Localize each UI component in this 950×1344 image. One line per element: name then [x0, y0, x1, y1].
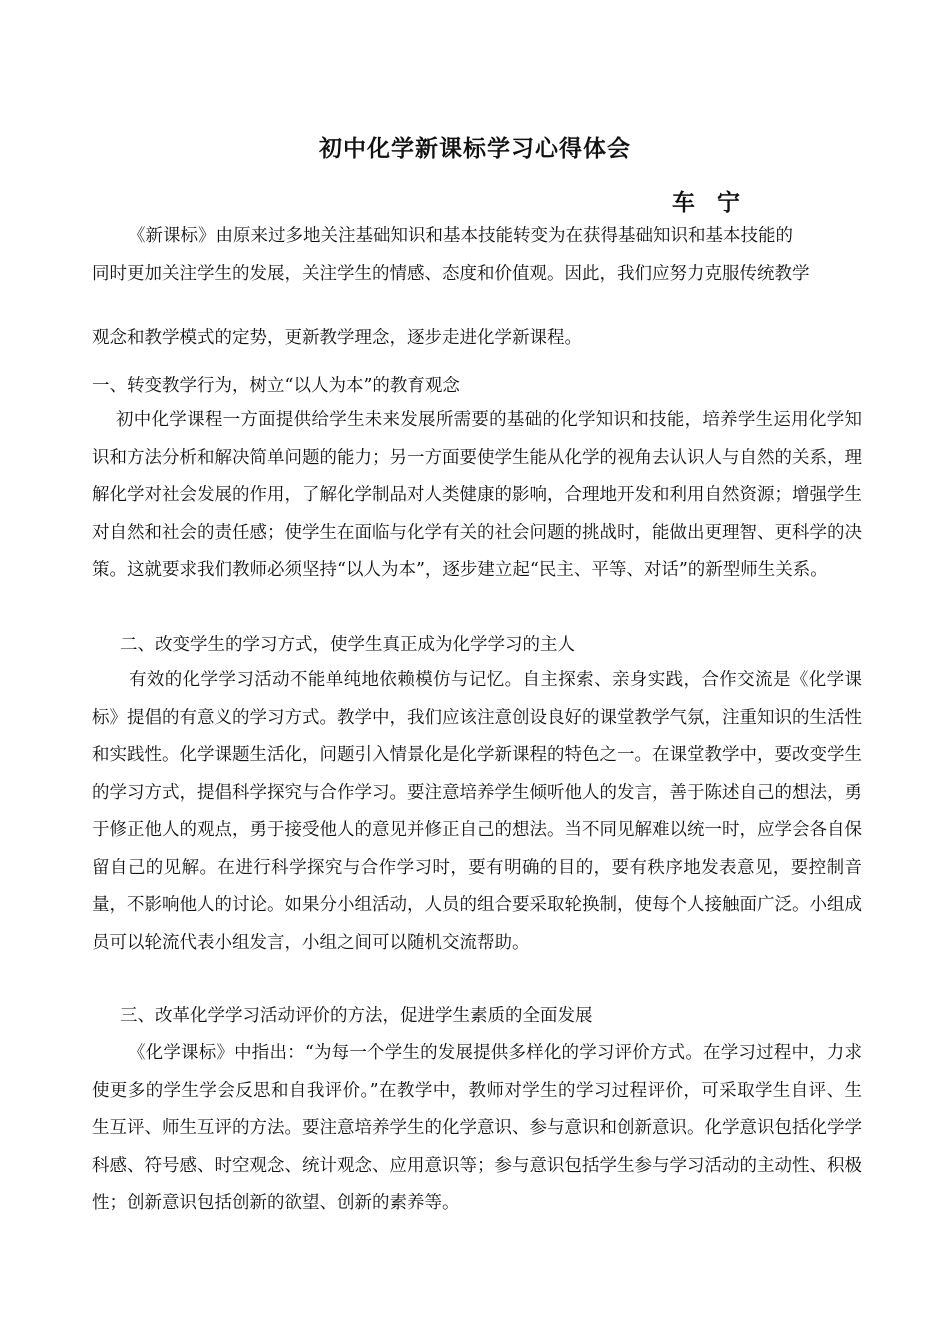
section-2-body: 有效的化学学习活动不能单纯地依赖模仿与记忆。自主探索、亲身实践，合作交流是《化学课标》提倡的有意义的学习方式。教学中，我们应该注意创设良好的课堂教学气氛，注重知识的生活性和实践性。化学课题生活化，问题引入情景化是化学新课程的特色之一。在课堂教学中，要改变学生的学习方式，提倡科学探究与合作学习。要注意培养学生倾听他人的发言，善于陈述自己的想法，勇于修正他人的观点，勇于接受他人的意见并修正自己的想法。当不同见解难以统一时，应学会各自保留自己的见解。在进行科学探究与合作学习时，要有明确的目的，要有秩序地发表意见，要控制音量，不影响他人的讨论。如果分小组活动，人员的组合要采取轮换制，使每个人接触面广泛。小组成员可以轮流代表小组发言，小组之间可以随机交流帮助。 — [92, 670, 862, 953]
document-author: 车宁 — [672, 190, 762, 216]
intro-line-1: 《新课标》由原来过多地关注基础知识和基本技能转变为在获得基础知识和基本技能的 — [128, 226, 793, 246]
section-3-body: 《化学课标》中指出：“为每一个学生的发展提供多样化的学习评价方式。在学习过程中，力求使更多的学生学会反思和自我评价。”在教学中，教师对学生的学习过程评价，可采取学生自评、生生互评、师生互评的方法。要注意培养学生的化学意识、参与意识和创新意识。化学意识包括化学学科感、符号感、时空观念、统计观念、应用意识等；参与意识包括学生参与学习活动的主动性、积极性；创新意识包括创新的欲望、创新的素养等。 — [92, 1043, 862, 1213]
section-3-heading: 三、改革化学学习活动评价的方法，促进学生素质的全面发展 — [120, 1006, 593, 1026]
section-1-heading: 一、转变教学行为，树立“以人为本”的教育观念 — [92, 376, 460, 396]
document-title: 初中化学新课标学习心得体会 — [319, 136, 631, 162]
intro-line-3: 观念和教学模式的定势，更新教学理念，逐步走进化学新课程。 — [92, 328, 582, 348]
intro-line-2: 同时更加关注学生的发展，关注学生的情感、态度和价值观。因此，我们应努力克服传统教学 — [92, 264, 810, 284]
section-2-heading: 二、改变学生的学习方式，使学生真正成为化学学习的主人 — [120, 635, 575, 655]
section-1-body: 初中化学课程一方面提供给学生未来发展所需要的基础的化学知识和技能，培养学生运用化学知识和方法分析和解决简单问题的能力；另一方面要使学生能从化学的视角去认识人与自然的关系，理解化学对社会发展的作用，了解化学制品对人类健康的影响，合理地开发和利用自然资源；增强学生对自然和社会的责任感；使学生在面临与化学有关的社会问题的挑战时，能做出更理智、更科学的决策。这就要求我们教师必须坚持“以人为本”，逐步建立起“民主、平等、对话”的新型师生关系。 — [92, 410, 862, 580]
